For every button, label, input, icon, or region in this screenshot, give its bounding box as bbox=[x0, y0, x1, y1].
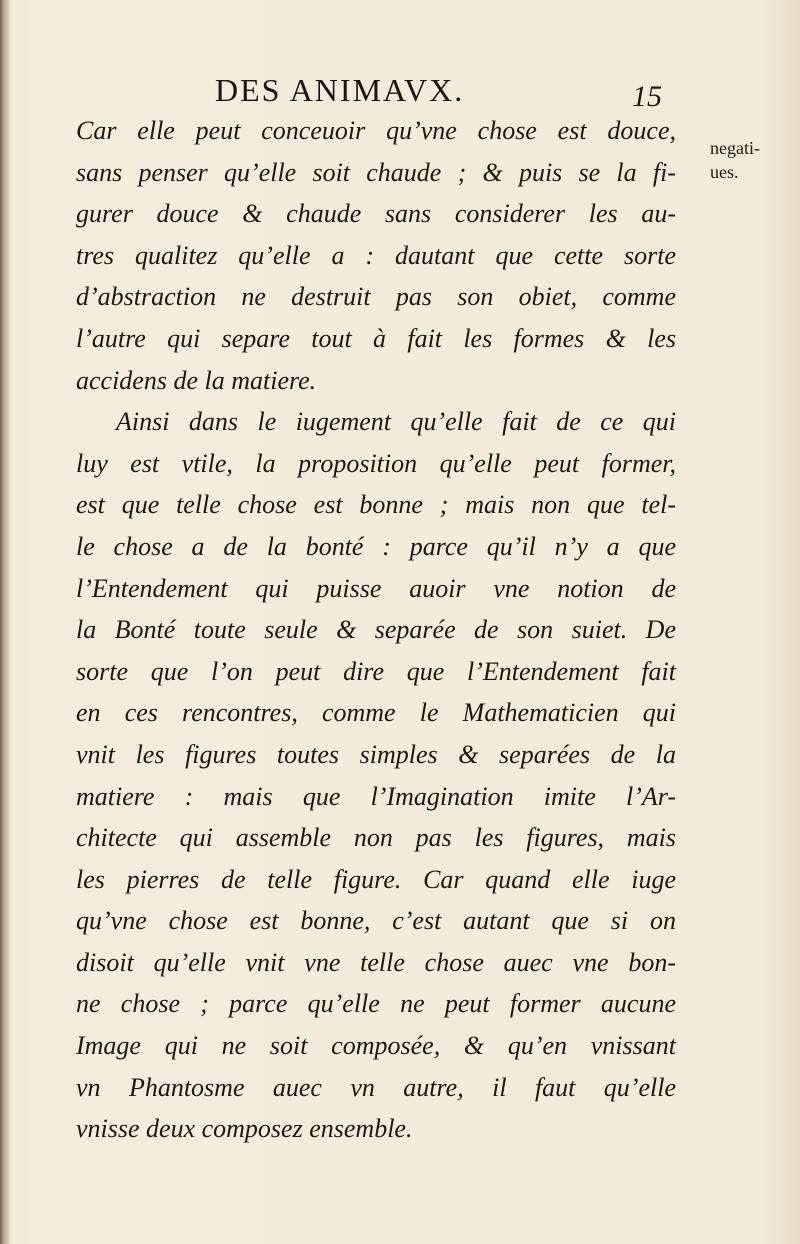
text-line: Image qui ne soit composée, & qu’en vnissant bbox=[76, 1031, 676, 1061]
text-line: est que telle chose est bonne ; mais non que tel- bbox=[76, 490, 676, 520]
text-line: chitecte qui assemble non pas les figures, mais bbox=[76, 823, 676, 853]
margin-note-line: negati- bbox=[710, 138, 760, 158]
running-head: DES ANIMAVX. bbox=[215, 72, 465, 108]
text-line: vnisse deux composez ensemble. bbox=[76, 1114, 413, 1144]
page-number: 15 bbox=[632, 80, 662, 113]
text-line: en ces rencontres, comme le Mathematicien qui bbox=[76, 698, 676, 728]
text-line: gurer douce & chaude sans considerer les au- bbox=[76, 199, 676, 229]
text-line: l’autre qui separe tout à fait les formes & les bbox=[76, 323, 676, 353]
text-line: le chose a de la bonté : parce qu’il n’y a que bbox=[76, 531, 676, 561]
text-line: ne chose ; parce qu’elle ne peut former aucune bbox=[76, 989, 676, 1019]
text-line: Ainsi dans le iugement qu’elle fait de ce qui bbox=[116, 407, 676, 437]
margin-note-line: ues. bbox=[710, 162, 739, 182]
text-line: tres qualitez qu’elle a : dautant que cette sorte bbox=[76, 240, 676, 270]
text-line: sorte que l’on peut dire que l’Entendement fait bbox=[76, 656, 676, 686]
text-line: d’abstraction ne destruit pas son obiet, comme bbox=[76, 282, 676, 312]
text-line: accidens de la matiere. bbox=[76, 365, 317, 395]
text-line: qu’vne chose est bonne, c’est autant que si on bbox=[76, 906, 676, 936]
text-line: l’Entendement qui puisse auoir vne notion de bbox=[76, 573, 676, 603]
text-line: Car elle peut conceuoir qu’vne chose est douce, bbox=[76, 116, 676, 145]
text-line: luy est vtile, la proposition qu’elle peut former, bbox=[76, 448, 676, 478]
text-line: disoit qu’elle vnit vne telle chose auec vne bon- bbox=[76, 947, 676, 977]
body-text bbox=[76, 110, 676, 1150]
text-line: les pierres de telle figure. Car quand elle iuge bbox=[76, 864, 676, 894]
text-line: la Bonté toute seule & separée de son suiet. De bbox=[76, 615, 676, 645]
text-line: vn Phantosme auec vn autre, il faut qu’elle bbox=[76, 1072, 676, 1102]
margin-note bbox=[710, 136, 760, 184]
text-line: sans penser qu’elle soit chaude ; & puis se la fi- bbox=[76, 157, 676, 187]
text-line: vnit les figures toutes simples & separées de la bbox=[76, 739, 676, 769]
text-line: matiere : mais que l’Imagination imite l’Ar- bbox=[76, 781, 676, 811]
page-gutter-shadow bbox=[0, 0, 10, 1244]
